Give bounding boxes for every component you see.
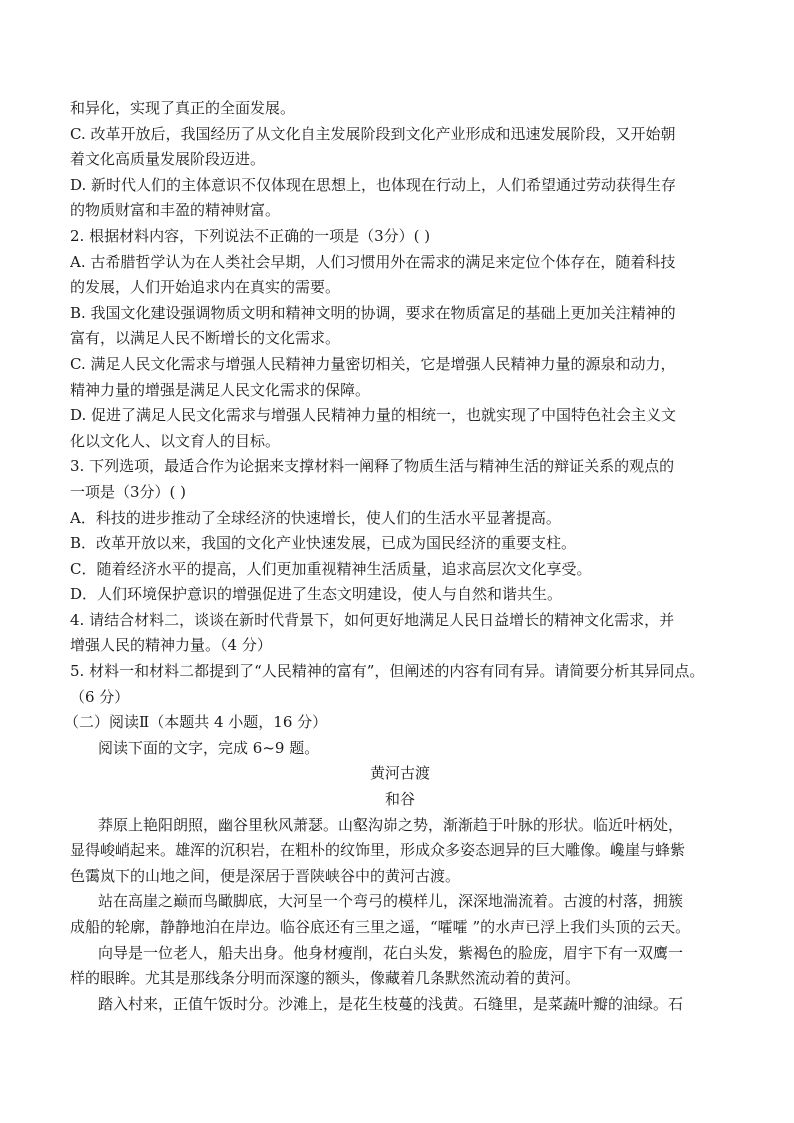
- text-line: 和异化，实现了真正的全面发展。: [70, 99, 296, 117]
- question-3: 3. 下列选项，最适合作为论据来支撑材料一阐释了物质生活与精神生活的辩证关系的观点的: [70, 457, 675, 476]
- paragraph-line: 成船的轮廓，静静地泊在岸边。临谷底还有三里之遥，“嚯嚯 ”的水声已浮上我们头顶的云天。: [70, 918, 691, 936]
- option-d-line: D. 新时代人们的主体意识不仅体现在思想上，也体现在行动上，人们希望通过劳动获得生存: [70, 175, 677, 194]
- article-title: 黄河古渡: [369, 764, 430, 783]
- paragraph-line: 显得峻峭起来。雄浑的沉积岩，在粗朴的纹饰里，形成众多姿态迥异的巨大雕像。巉崖与蜂紫: [70, 841, 686, 860]
- text-line: 富有，以满足人民不断增长的文化需求。: [70, 329, 341, 348]
- option-b-line: B. 我国文化建设强调物质文明和精神文明的协调，要求在物质富足的基础上更加关注精神的: [70, 303, 676, 322]
- option-a-line: A. 古希腊哲学认为在人类社会早期，人们习惯用外在需求的满足来定位个体存在，随着科技: [70, 252, 676, 271]
- section-heading: （二）阅读Ⅱ（本题共 4 小题，16 分）: [64, 713, 328, 732]
- text-line: 的物质财富和丰盈的精神财富。: [70, 201, 281, 220]
- paragraph-line: 站在高崖之巅而鸟瞰脚底，大河呈一个弯弓的模样儿，深深地湍流着。古渡的村落，拥簇: [98, 892, 684, 911]
- text-line: 精神力量的增强是满足人民文化需求的保障。: [70, 380, 371, 399]
- option-d-line: D．人们环境保护意识的增强促进了生态文明建设，使人与自然和谐共生。: [70, 585, 563, 604]
- option-a-line: A．科技的进步推动了全球经济的快速增长，使人们的生活水平显著提高。: [70, 508, 561, 527]
- paragraph-line: 向导是一位老人，船夫出身。他身材瘦削，花白头发，紫褐色的脸庞，眉宇下有一双鹰一: [98, 943, 684, 962]
- paragraph-line: 样的眼眸。尤其是那线条分明而深邃的额头，像藏着几条默然流动着的黄河。: [70, 969, 581, 988]
- option-c-line: C. 改革开放后，我国经历了从文化自主发展阶段到文化产业形成和迅速发展阶段，又开始朝: [70, 124, 676, 143]
- question-2: 2. 根据材料内容，下列说法不正确的一项是（3分）( ): [70, 226, 431, 245]
- paragraph-line: 色霭岚下的山地之间，便是深居于晋陕峡谷中的黄河古渡。: [70, 866, 461, 885]
- paragraph-line: 踏入村来，正值午饭时分。沙滩上，是花生枝蔓的浅黄。石缝里，是菜蔬叶瓣的油绿。石: [98, 994, 684, 1013]
- question-5: 5. 材料一和材料二都提到了“人民精神的富有”，但阐述的内容有同有异。请简要分析其异同点。: [70, 662, 705, 681]
- option-c-line: C. 满足人民文化需求与增强人民精神力量密切相关，它是增强人民精神力量的源泉和动力，: [70, 354, 676, 373]
- document-page: [64, 96, 730, 1017]
- paragraph-line: 莽原上艳阳朗照，幽谷里秋风萧瑟。山壑沟峁之势，渐渐趋于叶脉的形状。临近叶柄处，: [98, 815, 684, 834]
- text-line: 着文化高质量发展阶段迈进。: [70, 150, 266, 169]
- reading-instruction: 阅读下面的文字，完成 6~9 题。: [98, 738, 320, 757]
- text-line: 增强人民的精神力量。（4 分）: [70, 636, 272, 655]
- option-d-line: D. 促进了满足人民文化需求与增强人民精神力量的相统一，也就实现了中国特色社会主义文: [70, 406, 677, 425]
- option-b-line: B．改革开放以来，我国的文化产业快速发展，已成为国民经济的重要支柱。: [70, 534, 577, 553]
- question-4: 4. 请结合材料二，谈谈在新时代背景下，如何更好地满足人民日益增长的精神文化需求，并: [70, 610, 675, 629]
- text-line: 的发展，人们开始追求内在真实的需要。: [70, 278, 341, 297]
- article-author: 和谷: [384, 790, 415, 809]
- text-line: 化以文化人、以文育人的目标。: [70, 431, 281, 450]
- text-line: （6 分）: [70, 687, 130, 706]
- option-c-line: C．随着经济水平的提高，人们更加重视精神生活质量，追求高层次文化享受。: [70, 559, 592, 578]
- text-line: 一项是（3分）( ): [70, 482, 187, 501]
